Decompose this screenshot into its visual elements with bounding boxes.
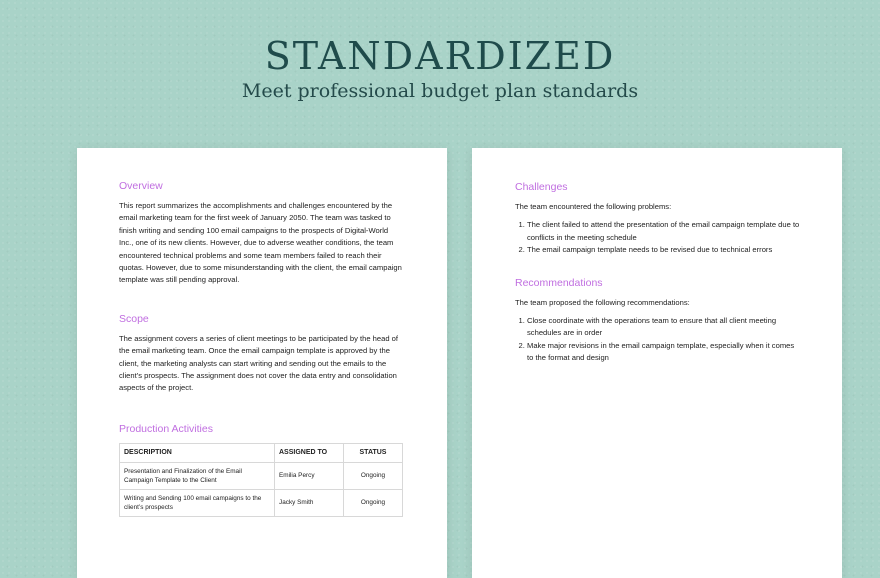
challenges-list bbox=[515, 219, 802, 256]
row-status: Ongoing bbox=[344, 489, 403, 516]
scope-heading: Scope bbox=[119, 312, 149, 325]
production-heading: Production Activities bbox=[119, 422, 213, 435]
document-page-right bbox=[472, 148, 842, 578]
list-item: 2. Make major revisions in the email campaign template, especially when it comes to the format and design bbox=[527, 340, 802, 365]
row-assigned: Emilia Percy bbox=[275, 462, 344, 489]
row-description: Writing and Sending 100 email campaigns to the client’s prospects bbox=[120, 489, 275, 516]
challenges-heading: Challenges bbox=[515, 181, 568, 193]
production-table bbox=[119, 443, 403, 517]
page-title: STANDARDIZED bbox=[264, 34, 616, 78]
list-item: 2. The email campaign template needs to be revised due to technical errors bbox=[527, 244, 802, 256]
overview-text: This report summarizes the accomplishments and challenges encountered by the email marketing team for the first week of January 2050. The team was tasked to finish writing and sending 100 email campaigns to the prospects of Digital-World Inc., one of its new clients. However, due to adverse weather conditions, the team encountered technical problems and some team members failed to reach their quotas. However, due to some misunderstanding with the client, the email campaign template was still pending approval. bbox=[119, 201, 402, 285]
page-subtitle: Meet professional budget plan standards bbox=[241, 80, 639, 102]
table-header-row bbox=[120, 443, 403, 462]
column-header-description: DESCRIPTION bbox=[120, 443, 275, 462]
scope-text: The assignment covers a series of client meetings to be participated by the head of the email marketing team. Once the email campaign template is approved by the client, the marketing analysts can start writing and sending out the emails to the client’s prospects. The assignment does not cover the data entry and consolidation aspects of the project. bbox=[119, 333, 399, 393]
column-header-assigned: ASSIGNED TO bbox=[275, 443, 344, 462]
row-description: Presentation and Finalization of the Email Campaign Template to the Client bbox=[120, 462, 275, 489]
document-page-left bbox=[77, 148, 447, 578]
row-status: Ongoing bbox=[344, 462, 403, 489]
column-header-status: STATUS bbox=[344, 443, 403, 462]
overview-heading: Overview bbox=[119, 180, 163, 192]
recommendations-list bbox=[515, 315, 802, 365]
list-item: 1. The client failed to attend the presentation of the email campaign template due to conflicts in the meeting schedule bbox=[527, 219, 802, 244]
table-row bbox=[120, 489, 403, 516]
table-row bbox=[120, 462, 403, 489]
recommendations-intro: The team proposed the following recommendations: bbox=[515, 297, 690, 307]
challenges-intro: The team encountered the following problems: bbox=[515, 202, 672, 211]
list-item: 1. Close coordinate with the operations team to ensure that all client meeting schedules are in order bbox=[527, 315, 802, 340]
row-assigned: Jacky Smith bbox=[275, 489, 344, 516]
recommendations-heading: Recommendations bbox=[515, 276, 603, 289]
